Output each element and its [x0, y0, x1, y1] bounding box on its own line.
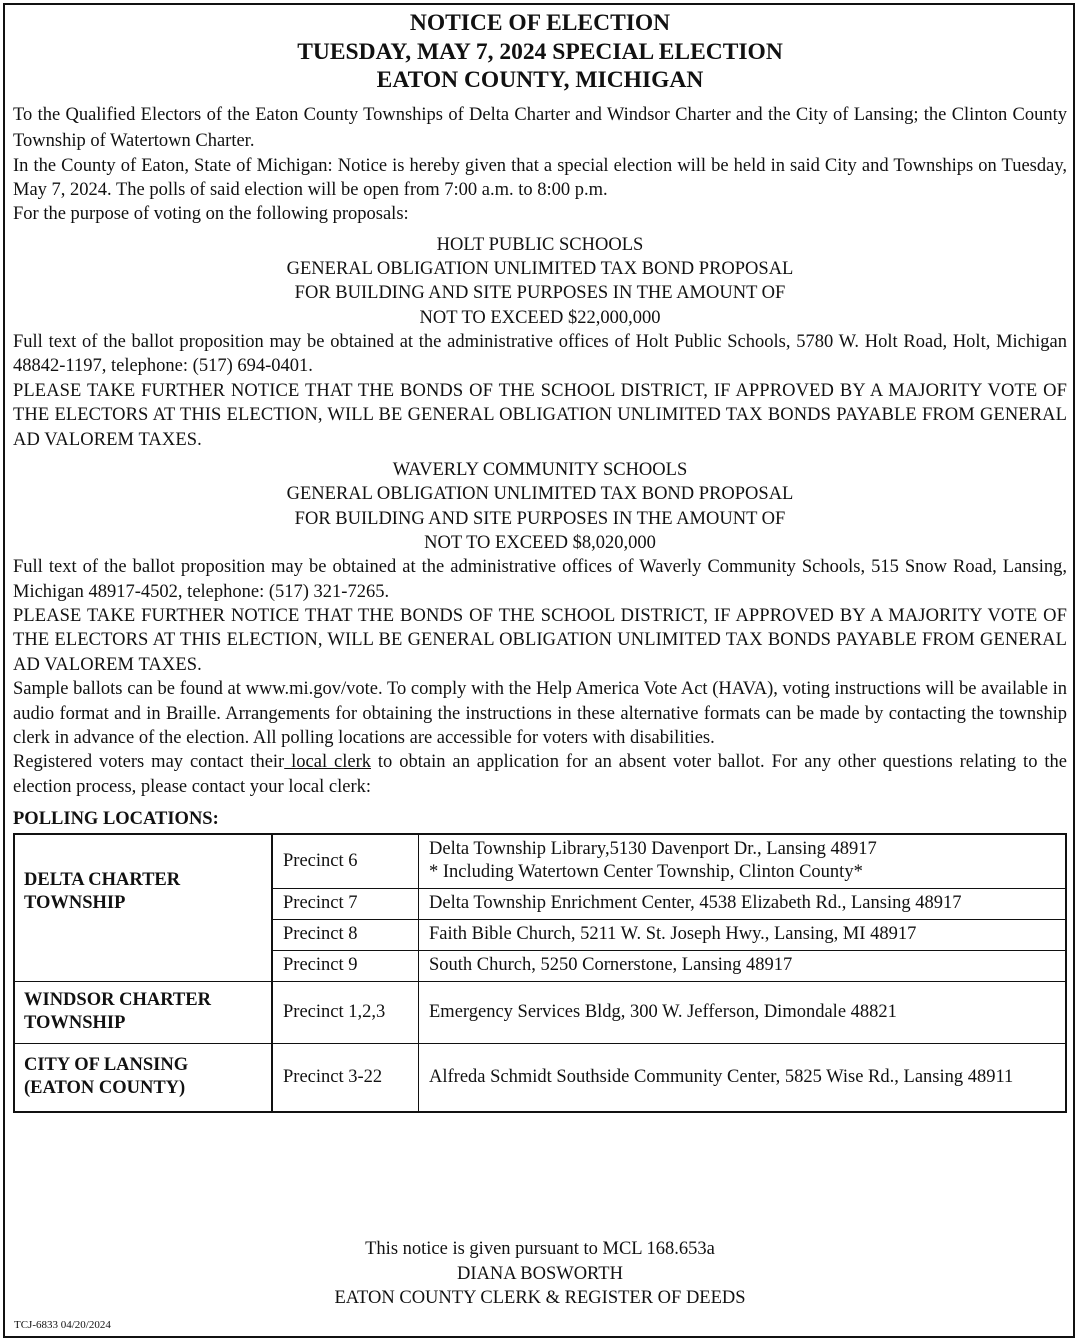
precinct-1-2-3-location: Emergency Services Bldg, 300 W. Jefferson, Dimondale 48821	[419, 981, 1067, 1043]
intro-purpose-paragraph: For the purpose of voting on the following proposals:	[13, 204, 409, 225]
local-clerk-link[interactable]: local clerk	[284, 752, 371, 773]
absentee-paragraph	[13, 750, 1067, 799]
holt-line-4: NOT TO EXCEED $22,000,000	[419, 307, 661, 328]
windsor-township-cell	[14, 981, 272, 1043]
ad-code: TCJ-6833 04/20/2024	[14, 1319, 111, 1331]
polling-locations-heading: POLLING LOCATIONS:	[13, 809, 219, 830]
title-line-1: NOTICE OF ELECTION	[409, 10, 671, 36]
waverly-line-1: WAVERLY COMMUNITY SCHOOLS	[392, 459, 688, 480]
lansing-city-name-line-1: CITY OF LANSING	[24, 1055, 189, 1076]
intro-election-paragraph: In the County of Eaton, State of Michigan: Notice is hereby given that a special election will be held in said City and Townships on Tuesday, May 7, 2024. The polls of said election will be open from 7:00 a.m. to 8:00 p.m.	[13, 155, 1067, 200]
precinct-7-cell: Precinct 7	[272, 888, 419, 919]
precinct-7-location: Delta Township Enrichment Center, 4538 Elizabeth Rd., Lansing 48917	[419, 888, 1067, 919]
precinct-9-location: South Church, 5250 Cornerstone, Lansing 48917	[419, 950, 1067, 981]
absentee-text-start: Registered voters may contact their	[13, 752, 285, 773]
holt-line-3: FOR BUILDING AND SITE PURPOSES IN THE AMOUNT OF	[294, 283, 786, 304]
absentee-text-end: to obtain an application for an absent voter ballot. For any other questions relating to the election process, please contact your local clerk:	[13, 752, 1067, 797]
holt-proposal-title	[13, 233, 1067, 330]
title-line-3: EATON COUNTY, MICHIGAN	[376, 67, 704, 93]
polling-locations-table	[13, 833, 1067, 1113]
footer-clerk-name: DIANA BOSWORTH	[457, 1263, 623, 1284]
waverly-notice-paragraph: PLEASE TAKE FURTHER NOTICE THAT THE BONDS OF THE SCHOOL DISTRICT, IF APPROVED BY A MAJORITY VOTE OF THE ELECTORS AT THIS ELECTION, WILL BE GENERAL OBLIGATION UNLIMITED TAX BONDS PAYABLE FROM GENERAL AD VALOREM TAXES.	[13, 605, 1067, 675]
holt-line-2: GENERAL OBLIGATION UNLIMITED TAX BOND PROPOSAL	[286, 259, 794, 280]
footer-clerk-title: EATON COUNTY CLERK & REGISTER OF DEEDS	[334, 1288, 746, 1308]
holt-fulltext-paragraph: Full text of the ballot proposition may be obtained at the administrative offices of Holt Public Schools, 5780 W. Holt Road, Holt, Michigan 48842-1197, telephone: (517) 694-0401.	[13, 331, 1067, 377]
precinct-8-location: Faith Bible Church, 5211 W. St. Joseph Hwy., Lansing, MI 48917	[419, 919, 1067, 950]
waverly-proposal-title	[13, 458, 1067, 555]
notice-footer	[0, 1237, 1080, 1311]
table-row	[14, 1043, 1066, 1112]
precinct-9-cell: Precinct 9	[272, 950, 419, 981]
precinct-6-location-line-1: Delta Township Library,5130 Davenport Dr., Lansing 48917	[429, 839, 877, 860]
table-row	[14, 834, 1066, 888]
delta-township-cell	[14, 834, 272, 981]
intro-electors-paragraph: To the Qualified Electors of the Eaton County Townships of Delta Charter and Windsor Charter and the City of Lansing; the Clinton County Township of Watertown Charter.	[13, 104, 1067, 151]
waverly-line-2: GENERAL OBLIGATION UNLIMITED TAX BOND PROPOSAL	[286, 484, 794, 505]
footer-statute-line: This notice is given pursuant to MCL 168.653a	[365, 1239, 715, 1259]
waverly-fulltext-paragraph: Full text of the ballot proposition may be obtained at the administrative offices of Waverly Community Schools, 515 Snow Road, Lansing, Michigan 48917-4502, telephone: (517) 321-7265.	[13, 557, 1067, 602]
lansing-city-name-line-2: (EATON COUNTY)	[24, 1078, 186, 1099]
precinct-6-cell: Precinct 6	[272, 834, 419, 888]
waverly-line-3: FOR BUILDING AND SITE PURPOSES IN THE AMOUNT OF	[294, 508, 786, 529]
delta-township-name: DELTA CHARTER TOWNSHIP	[24, 869, 181, 913]
precinct-3-22-location: Alfreda Schmidt Southside Community Center, 5825 Wise Rd., Lansing 48911	[419, 1043, 1067, 1112]
notice-title	[13, 9, 1067, 95]
windsor-township-name: WINDSOR CHARTER TOWNSHIP	[24, 990, 211, 1034]
precinct-8-cell: Precinct 8	[272, 919, 419, 950]
holt-line-1: HOLT PUBLIC SCHOOLS	[436, 234, 644, 255]
accessibility-paragraph: Sample ballots can be found at www.mi.gov/vote. To comply with the Help America Vote Act (HAVA), voting instructions will be available in audio format and in Braille. Arrangements for obtaining the instructions in these alternative formats can be made by contacting the township clerk in advance of the election. All polling locations are accessible for voters with disabilities.	[13, 679, 1067, 748]
lansing-city-cell	[14, 1043, 272, 1112]
precinct-1-2-3-cell: Precinct 1,2,3	[272, 981, 419, 1043]
waverly-line-4: NOT TO EXCEED $8,020,000	[424, 532, 656, 553]
precinct-6-location-line-2: * Including Watertown Center Township, Clinton County*	[429, 862, 863, 883]
holt-notice-paragraph: PLEASE TAKE FURTHER NOTICE THAT THE BONDS OF THE SCHOOL DISTRICT, IF APPROVED BY A MAJORITY VOTE OF THE ELECTORS AT THIS ELECTION, WILL BE GENERAL OBLIGATION UNLIMITED TAX BONDS PAYABLE FROM GENERAL AD VALOREM TAXES.	[13, 380, 1067, 450]
notice-content	[13, 9, 1067, 1113]
table-row	[14, 981, 1066, 1043]
title-line-2: TUESDAY, MAY 7, 2024 SPECIAL ELECTION	[297, 38, 783, 65]
precinct-6-location	[419, 834, 1067, 888]
precinct-3-22-cell: Precinct 3-22	[272, 1043, 419, 1112]
